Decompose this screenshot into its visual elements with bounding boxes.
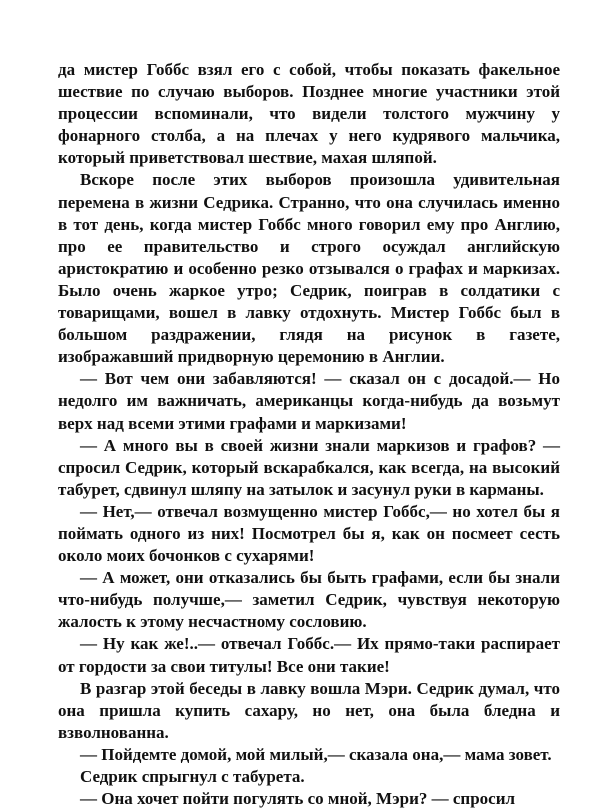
paragraph-continuation: да мистер Гоббс взял его с собой, чтобы показать факельное шествие по случаю выборов. Позднее многие участники этой процессии вспоминали, что видели толстого мужчину у фонарного столба, а на плечах у него кудрявого мальчика, который приветствовал шествие, махая шляпой. (58, 60, 560, 168)
dialogue-line: — А много вы в своей жизни знали маркизов и графов? — спросил Седрик, который вскарабкался, как всегда, на высокий табурет, сдвинул шляпу на затылок и засунул руки в карманы. (58, 435, 560, 499)
dialogue-line: — Ну как же!..— отвечал Гоббс.— Их прямо-таки распирает от гордости за свои титулы! Все они такие! (58, 634, 560, 676)
book-page (58, 59, 560, 810)
dialogue-line: — Она хочет пойти погулять со мной, Мэри? — спросил (80, 789, 516, 809)
dialogue-line: — А может, они отказались бы быть графами, если бы знали что-нибудь получше,— заметил Седрик, чувствуя некоторую жалость к этому несчастному сословию. (58, 568, 560, 632)
paragraph: В разгар этой беседы в лавку вошла Мэри. Седрик думал, что она пришла купить сахару, но нет, она была бледна и взволнованна. (58, 678, 560, 742)
dialogue-line: — Пойдемте домой, мой милый,— сказала она,— мама зовет. (80, 744, 552, 764)
paragraph: Седрик спрыгнул с табурета. (80, 767, 305, 786)
paragraph: Вскоре после этих выборов произошла удивительная перемена в жизни Седрика. Странно, что она случилась именно в тот день, когда мистер Гоббс много говорил ему про Англию, про ее правительство и строго осуждал английскую аристократию и особенно резко отзывался о графах и маркизах. Было очень жаркое утро; Седрик, поиграв в солдатики с товарищами, вошел в лавку отдохнуть. Мистер Гоббс был в большом раздражении, глядя на рисунок в газете, изображавший придворную церемонию в Англии. (58, 170, 560, 367)
dialogue-line: — Вот чем они забавляются! — сказал он с досадой.— Но недолго им важничать, американцы когда-нибудь да возьмут верх над всеми этими графами и маркизами! (58, 369, 560, 433)
dialogue-line: — Нет,— отвечал возмущенно мистер Гоббс,— но хотел бы я поймать одного из них! Посмотрел бы я, как он посмеет сесть около моих бочонков с сухарями! (58, 501, 560, 566)
